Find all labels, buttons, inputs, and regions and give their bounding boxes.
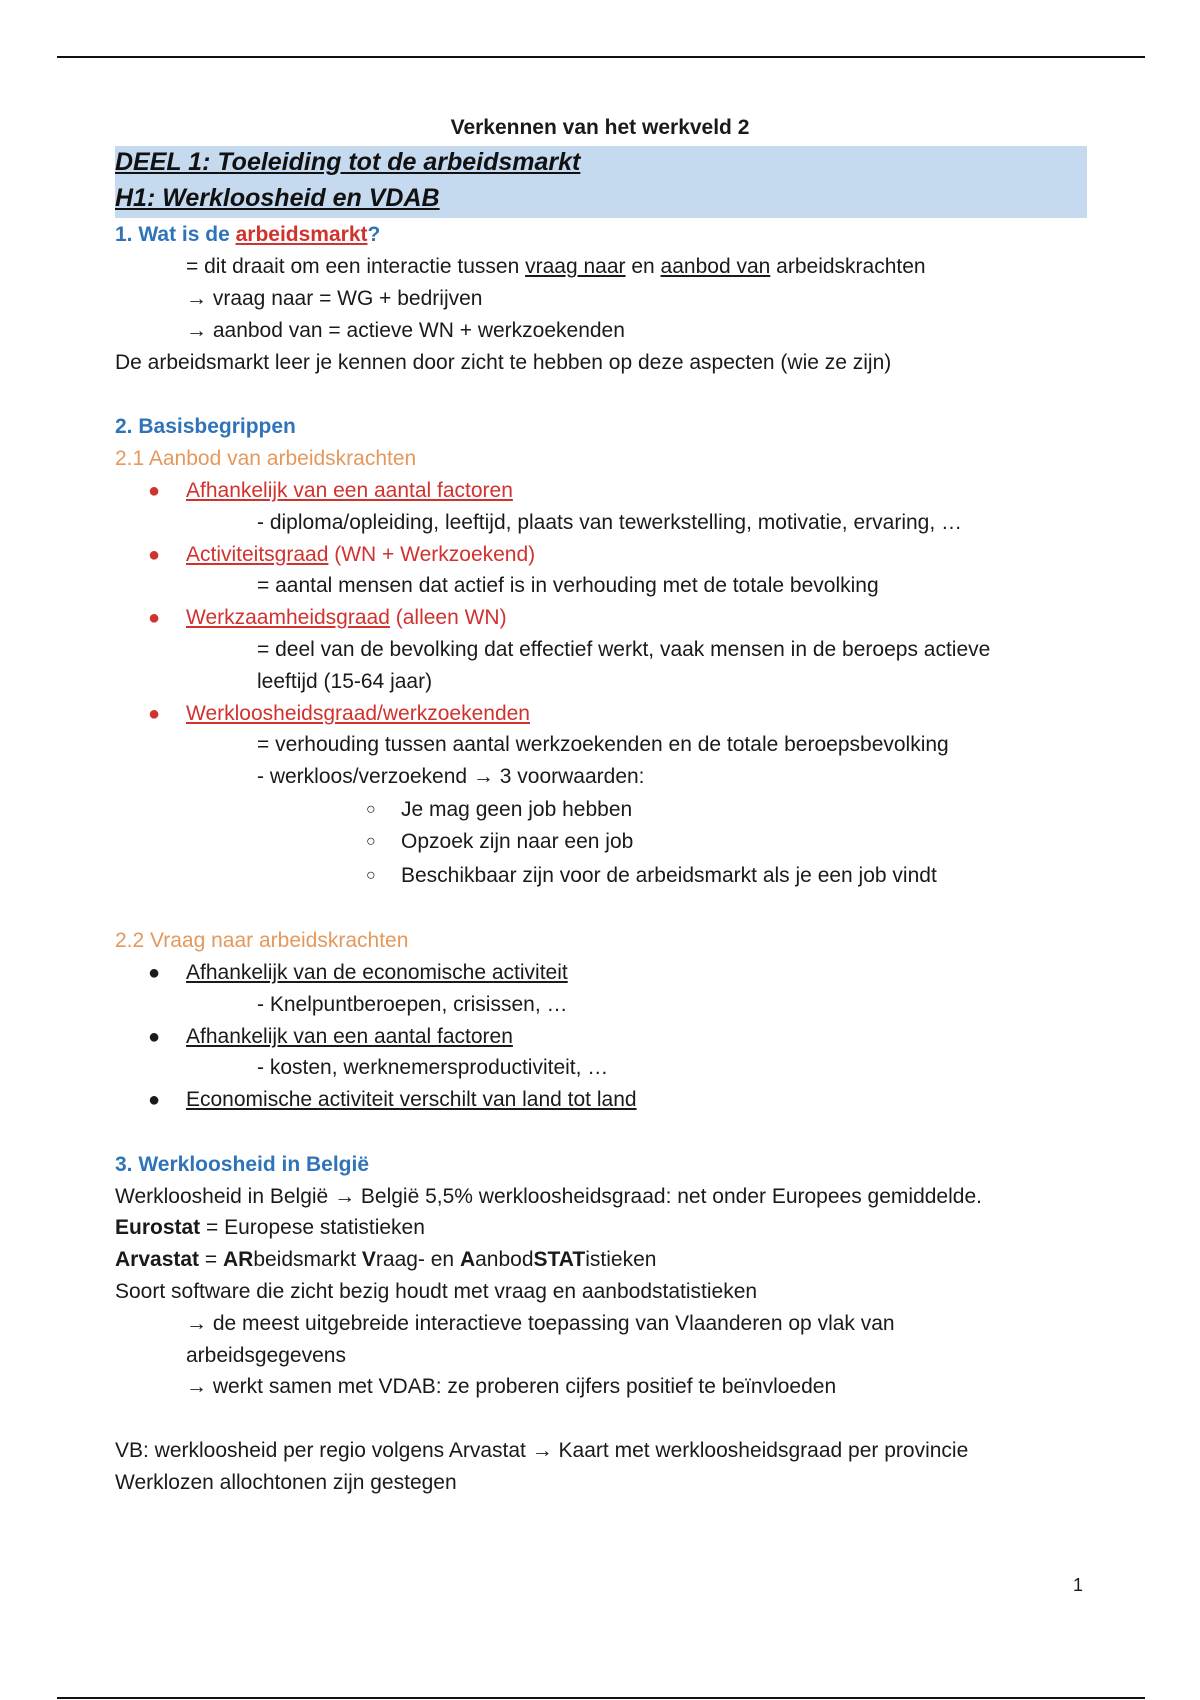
- werkzaamheidsgraad-detail-1: = deel van de bevolking dat effectief werkt, vaak mensen in de beroeps actieve: [257, 638, 991, 661]
- bullet-icon: ●: [148, 1089, 161, 1111]
- bullet-icon: ●: [148, 962, 161, 984]
- s3-vdab: → werkt samen met VDAB: ze proberen cijfers positief te beïnvloeden: [186, 1375, 837, 1398]
- s3-toepassing-1: → de meest uitgebreide interactieve toepassing van Vlaanderen op vlak van: [186, 1312, 895, 1335]
- bullet-icon: ●: [148, 607, 161, 629]
- s3-voorbeeld: VB: werkloosheid per regio volgens Arvastat → Kaart met werkloosheidsgraad per provincie: [115, 1439, 969, 1462]
- page-number: 1: [1073, 1575, 1084, 1595]
- aanbod-item-werkloosheidsgraad: Werkloosheidsgraad/werkzoekenden: [186, 702, 530, 725]
- s3-arvastat: Arvastat = ARbeidsmarkt Vraag- en AanbodSTATistieken: [115, 1248, 657, 1271]
- s3-software: Soort software die zicht bezig houdt met vraag en aanbodstatistieken: [115, 1280, 758, 1303]
- werkloosheidsgraad-detail-1: = verhouding tussen aantal werkzoekenden en de totale beroepsbevolking: [257, 733, 949, 756]
- werkloosheidsgraad-detail-2: - werkloos/verzoekend → 3 voorwaarden:: [257, 765, 645, 788]
- bullet-icon: ●: [148, 1026, 161, 1048]
- circle-bullet-icon: ○: [366, 801, 376, 818]
- section-1-heading: 1. Wat is de arbeidsmarkt?: [115, 223, 381, 246]
- s1-definition: = dit draait om een interactie tussen vraag naar en aanbod van arbeidskrachten: [186, 255, 926, 278]
- vraag-economische-detail: - Knelpuntberoepen, crisissen, …: [257, 993, 568, 1016]
- vraag-item-factoren: Afhankelijk van een aantal factoren: [186, 1025, 513, 1048]
- section-2-heading: 2. Basisbegrippen: [115, 415, 296, 438]
- bullet-icon: ●: [148, 480, 161, 502]
- bullet-icon: ●: [148, 703, 161, 725]
- vraag-factoren-detail: - kosten, werknemersproductiviteit, …: [257, 1056, 609, 1079]
- aanbod-item-factoren: Afhankelijk van een aantal factoren: [186, 479, 513, 502]
- subsection-2-2-heading: 2.2 Vraag naar arbeidskrachten: [115, 929, 409, 952]
- circle-bullet-icon: ○: [366, 833, 376, 850]
- section-3-heading: 3. Werkloosheid in België: [115, 1153, 370, 1176]
- s3-toepassing-2: arbeidsgegevens: [186, 1344, 346, 1367]
- vraag-item-land: Economische activiteit verschilt van land tot land: [186, 1088, 637, 1111]
- aanbod-item-werkzaamheidsgraad: Werkzaamheidsgraad (alleen WN): [186, 606, 507, 629]
- document-title: Verkennen van het werkveld 2: [450, 116, 750, 139]
- s1-vraag-naar: → vraag naar = WG + bedrijven: [186, 287, 483, 310]
- aanbod-factoren-detail: - diploma/opleiding, leeftijd, plaats van tewerkstelling, motivatie, ervaring, …: [257, 511, 963, 534]
- heading-h1: H1: Werkloosheid en VDAB: [115, 184, 440, 212]
- vraag-item-economische-activiteit: Afhankelijk van de economische activiteit: [186, 961, 568, 984]
- heading-deel: DEEL 1: Toeleiding tot de arbeidsmarkt: [115, 148, 581, 176]
- s1-conclusion: De arbeidsmarkt leer je kennen door zicht te hebben op deze aspecten (wie ze zijn): [115, 351, 892, 374]
- condition-item: Je mag geen job hebben: [401, 798, 633, 821]
- activiteitsgraad-detail: = aantal mensen dat actief is in verhouding met de totale bevolking: [257, 574, 879, 597]
- s3-werkloosheid-belgie: Werkloosheid in België → België 5,5% werkloosheidsgraad: net onder Europees gemiddelde.: [115, 1185, 982, 1208]
- s3-eurostat: Eurostat = Europese statistieken: [115, 1216, 425, 1239]
- circle-bullet-icon: ○: [366, 867, 376, 884]
- condition-item: Beschikbaar zijn voor de arbeidsmarkt als je een job vindt: [401, 864, 937, 887]
- aanbod-item-activiteitsgraad: Activiteitsgraad (WN + Werkzoekend): [186, 543, 536, 566]
- s1-aanbod-van: → aanbod van = actieve WN + werkzoekenden: [186, 319, 625, 342]
- subsection-2-1-heading: 2.1 Aanbod van arbeidskrachten: [115, 447, 417, 470]
- bullet-icon: ●: [148, 544, 161, 566]
- werkzaamheidsgraad-detail-2: leeftijd (15-64 jaar): [257, 670, 433, 693]
- condition-item: Opzoek zijn naar een job: [401, 830, 634, 853]
- s3-allochtonen: Werklozen allochtonen zijn gestegen: [115, 1471, 457, 1494]
- bottom-rule: [57, 1697, 1145, 1699]
- top-rule: [57, 56, 1145, 58]
